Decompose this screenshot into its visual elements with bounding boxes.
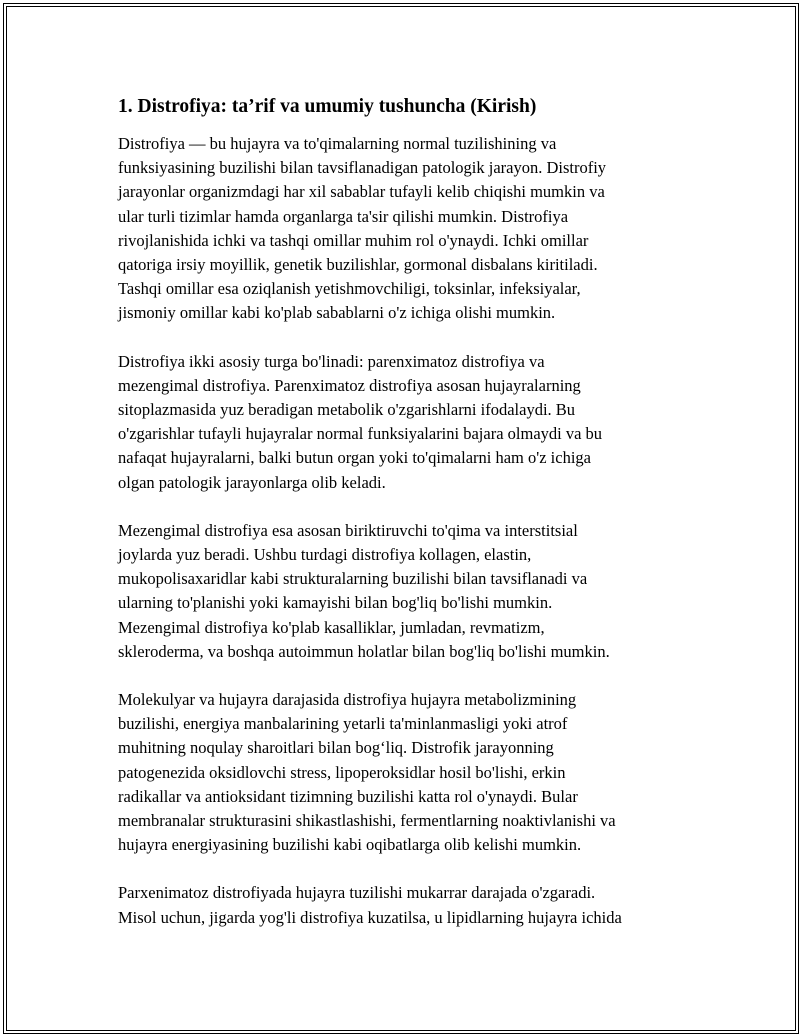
- section-heading: 1. Distrofiya: ta’rif va umumiy tushuncha (Kirish): [118, 96, 537, 117]
- paragraph-definition: Distrofiya — bu hujayra va to'qimalarning normal tuzilishining va funksiyasining buzilishi bilan tavsiflanadigan patologik jarayon. Distrofiy jarayonlar organizmdagi har xil sabablar tufayli kelib chiqishi mumkin va ular turli tizimlar hamda organlarga ta'sir qilishi mumkin. Distrofiya rivojlanishida ichki va tashqi omillar muhim rol o'ynaydi. Ichki omillar qatoriga irsiy moyillik, genetik buzilishlar, gormonal disbalans kiritiladi. Tashqi omillar esa oziqlanish yetishmovchiligi, toksinlar, infeksiyalar, jismoniy omillar kabi ko'plab sabablarni o'z ichiga olishi mumkin.: [118, 134, 607, 323]
- paragraph-molecular: Molekulyar va hujayra darajasida distrofiya hujayra metabolizmining buzilishi, energiya manbalarining yetarli ta'minlanmasligi yoki atrof muhitning noqulay sharoitlari bilan bog‘liq. Distrofik jarayonning patogenezida oksidlovchi stress, lipoperoksidlar hosil bo'lishi, erkin radikallar va antioksidant tizimning buzilishi katta rol o'ynaydi. Bular membranalar strukturasini shikastlashishi, fermentlarning noaktivlanishi va hujayra energiyasining buzilishi kabi oqibatlarga olib kelishi mumkin.: [118, 690, 616, 855]
- paragraph-parenchymal: Parxenimatoz distrofiyada hujayra tuzilishi mukarrar darajada o'zgaradi. Misol uchun, jigarda yog'li distrofiya kuzatilsa, u lipidlarning hujayra ichida: [118, 883, 622, 927]
- paragraph-types: Distrofiya ikki asosiy turga bo'linadi: parenximatoz distrofiya va mezengimal distrofiya. Parenximatoz distrofiya asosan hujayralarning sitoplazmasida yuz beradigan metabolik o'zgarishlarni ifodalaydi. Bu o'zgarishlar tufayli hujayralar normal funksiyalarini bajara olmaydi va bu nafaqat hujayralarni, balki butun organ yoki to'qimalarni ham o'z ichiga olgan patologik jarayonlarga olib keladi.: [118, 351, 603, 492]
- paragraph-mesenchymal: Mezengimal distrofiya esa asosan biriktiruvchi to'qima va interstitsial joylarda yuz beradi. Ushbu turdagi distrofiya kollagen, elastin, mukopolisaxaridlar kabi strukturalarning buzilishi bilan tavsiflanadi va ularning to'planishi yoki kamayishi bilan bog'liq bo'lishi mumkin. Mezengimal distrofiya ko'plab kasalliklar, jumladan, revmatizm, skleroderma, va boshqa autoimmun holatlar bilan bog'liq bo'lishi mumkin.: [118, 520, 610, 661]
- document-body: [118, 94, 698, 954]
